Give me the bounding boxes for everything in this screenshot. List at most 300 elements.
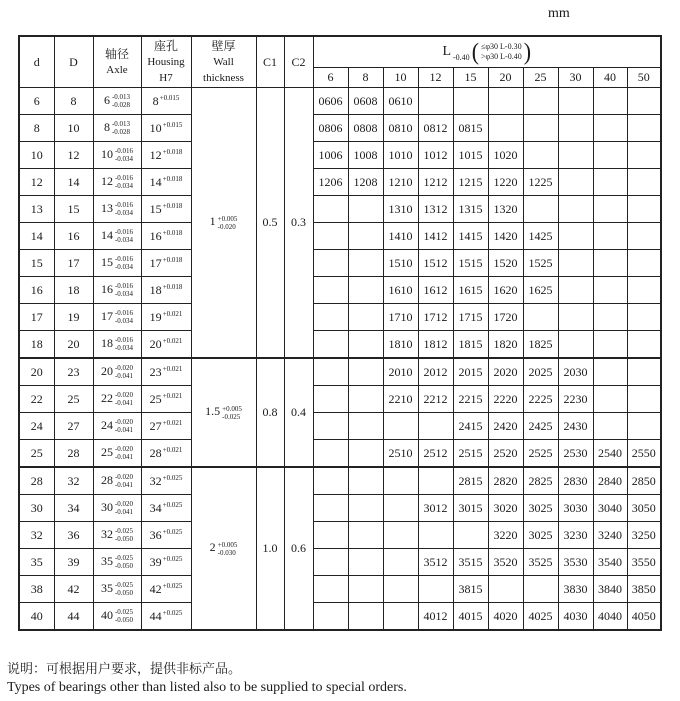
wall-label-zh: 壁厚 xyxy=(211,38,236,53)
cell-length-code xyxy=(313,386,348,413)
cell-length-code: 2540 xyxy=(593,440,627,468)
cell-length-code: 3515 xyxy=(453,549,488,576)
cell-length-code: 2015 xyxy=(453,358,488,386)
cell-length-code xyxy=(627,88,661,115)
cell-length-code: 1612 xyxy=(418,277,453,304)
table-row xyxy=(19,250,661,277)
cell-housing: 20+0.021 xyxy=(141,331,191,359)
cell-c1: 0.8 xyxy=(256,358,284,467)
cell-length-code: 3525 xyxy=(523,549,558,576)
cell-length-code: 3550 xyxy=(627,549,661,576)
cell-length-code xyxy=(523,88,558,115)
wall-label-en2: thickness xyxy=(203,71,244,84)
cell-housing: 42+0.025 xyxy=(141,576,191,603)
length-size: 50 xyxy=(627,68,661,88)
cell-length-code: 2420 xyxy=(488,413,523,440)
cell-length-code xyxy=(313,304,348,331)
cell-axle: 14 -0.016 -0.034 xyxy=(93,223,141,250)
cell-length-code xyxy=(593,358,627,386)
cell-d: 18 xyxy=(19,331,54,359)
cell-length-code: 1512 xyxy=(418,250,453,277)
col-header-wall xyxy=(191,36,256,88)
cell-length-code: 3830 xyxy=(558,576,593,603)
cell-length-code: 1615 xyxy=(453,277,488,304)
cell-d: 40 xyxy=(19,603,54,631)
cell-d: 12 xyxy=(19,169,54,196)
cell-length-code: 1812 xyxy=(418,331,453,359)
cell-length-code: 1825 xyxy=(523,331,558,359)
cell-length-code: 0812 xyxy=(418,115,453,142)
cell-D: 12 xyxy=(54,142,93,169)
cell-wall-thickness: 2 +0.005 -0.030 xyxy=(191,467,256,630)
table-row xyxy=(19,277,661,304)
cell-length-code xyxy=(383,467,418,495)
cell-length-code: 4050 xyxy=(627,603,661,631)
table-row xyxy=(19,304,661,331)
cell-housing: 8+0.015 xyxy=(141,88,191,115)
cell-length-code: 3520 xyxy=(488,549,523,576)
cell-length-code: 2030 xyxy=(558,358,593,386)
table-row xyxy=(19,603,661,631)
cell-length-code: 2840 xyxy=(593,467,627,495)
cell-axle: 35 -0.025 -0.050 xyxy=(93,576,141,603)
housing-grade: H7 xyxy=(159,71,173,84)
cell-length-code xyxy=(348,250,383,277)
cell-length-code xyxy=(593,223,627,250)
cell-length-code xyxy=(453,88,488,115)
cell-length-code: 1008 xyxy=(348,142,383,169)
cell-length-code xyxy=(418,576,453,603)
cell-length-code: 1210 xyxy=(383,169,418,196)
cell-length-code xyxy=(627,115,661,142)
cell-length-code: 2820 xyxy=(488,467,523,495)
cell-axle: 17 -0.016 -0.034 xyxy=(93,304,141,331)
cell-length-code: 4030 xyxy=(558,603,593,631)
cell-length-code xyxy=(523,115,558,142)
cell-d: 13 xyxy=(19,196,54,223)
cell-length-code xyxy=(418,522,453,549)
cell-length-code: 1206 xyxy=(313,169,348,196)
length-size: 15 xyxy=(453,68,488,88)
table-row xyxy=(19,196,661,223)
cell-length-code: 4020 xyxy=(488,603,523,631)
cell-length-code xyxy=(383,495,418,522)
cell-length-code: 1625 xyxy=(523,277,558,304)
cell-length-code xyxy=(627,331,661,359)
cell-length-code: 2550 xyxy=(627,440,661,468)
paren-open: ( xyxy=(471,37,480,66)
cell-length-code xyxy=(348,576,383,603)
cell-housing: 16+0.018 xyxy=(141,223,191,250)
cell-length-code: 2210 xyxy=(383,386,418,413)
cell-length-code xyxy=(593,413,627,440)
cell-length-code xyxy=(348,522,383,549)
cell-length-code xyxy=(558,169,593,196)
cell-length-code xyxy=(313,358,348,386)
cell-D: 19 xyxy=(54,304,93,331)
cell-length-code xyxy=(418,413,453,440)
cell-length-code: 3025 xyxy=(523,495,558,522)
cell-length-code: 1410 xyxy=(383,223,418,250)
cell-length-code xyxy=(418,88,453,115)
cell-length-code: 1415 xyxy=(453,223,488,250)
cell-length-code xyxy=(383,603,418,631)
cell-axle: 6 -0.013 -0.028 xyxy=(93,88,141,115)
cell-length-code xyxy=(593,331,627,359)
cell-length-code: 1320 xyxy=(488,196,523,223)
wall-label-en1: Wall xyxy=(213,55,234,68)
cell-length-code xyxy=(627,304,661,331)
axle-label-en: Axle xyxy=(106,63,128,76)
cell-length-code: 3025 xyxy=(523,522,558,549)
cell-length-code xyxy=(313,196,348,223)
cell-D: 25 xyxy=(54,386,93,413)
cell-length-code: 1520 xyxy=(488,250,523,277)
table-row xyxy=(19,142,661,169)
cell-length-code: 2510 xyxy=(383,440,418,468)
cell-length-code: 3030 xyxy=(558,495,593,522)
col-header-axle xyxy=(93,36,141,88)
housing-label-en: Housing xyxy=(147,55,185,68)
cell-length-code xyxy=(593,142,627,169)
length-cond-bottom: >φ30 L-0.40 xyxy=(481,52,522,61)
cell-axle: 32 -0.025 -0.050 xyxy=(93,522,141,549)
cell-length-code xyxy=(383,522,418,549)
cell-housing: 25+0.021 xyxy=(141,386,191,413)
paren-close: ) xyxy=(523,37,532,66)
cell-length-code xyxy=(558,304,593,331)
cell-length-code xyxy=(348,603,383,631)
length-symbol: L xyxy=(442,44,452,59)
cell-length-code xyxy=(348,495,383,522)
cell-axle: 22 -0.020 -0.041 xyxy=(93,386,141,413)
cell-length-code: 1715 xyxy=(453,304,488,331)
cell-length-code xyxy=(558,196,593,223)
cell-length-code: 1620 xyxy=(488,277,523,304)
cell-length-code: 3220 xyxy=(488,522,523,549)
cell-length-code xyxy=(348,304,383,331)
cell-length-code: 3050 xyxy=(627,495,661,522)
cell-axle: 20 -0.020 -0.041 xyxy=(93,358,141,386)
cell-axle: 28 -0.020 -0.041 xyxy=(93,467,141,495)
cell-length-code: 4012 xyxy=(418,603,453,631)
cell-length-code xyxy=(627,386,661,413)
cell-length-code xyxy=(593,88,627,115)
cell-length-code: 4015 xyxy=(453,603,488,631)
table-body xyxy=(19,88,661,631)
cell-length-code: 2215 xyxy=(453,386,488,413)
bearing-dimension-table xyxy=(18,35,662,631)
cell-housing: 15+0.018 xyxy=(141,196,191,223)
length-size: 6 xyxy=(313,68,348,88)
cell-housing: 34+0.025 xyxy=(141,495,191,522)
cell-c1: 1.0 xyxy=(256,467,284,630)
cell-D: 34 xyxy=(54,495,93,522)
cell-d: 38 xyxy=(19,576,54,603)
cell-length-code xyxy=(348,196,383,223)
cell-housing: 10+0.015 xyxy=(141,115,191,142)
cell-length-code: 1215 xyxy=(453,169,488,196)
cell-length-code xyxy=(523,304,558,331)
cell-D: 14 xyxy=(54,169,93,196)
cell-D: 27 xyxy=(54,413,93,440)
cell-length-code xyxy=(488,88,523,115)
cell-D: 8 xyxy=(54,88,93,115)
cell-c2: 0.6 xyxy=(284,467,313,630)
cell-length-code: 3512 xyxy=(418,549,453,576)
cell-length-code xyxy=(627,223,661,250)
cell-D: 18 xyxy=(54,277,93,304)
cell-length-code xyxy=(593,196,627,223)
cell-length-code: 0806 xyxy=(313,115,348,142)
cell-length-code xyxy=(348,277,383,304)
cell-length-code: 2025 xyxy=(523,358,558,386)
table-header xyxy=(19,36,661,88)
cell-length-code: 2850 xyxy=(627,467,661,495)
cell-length-code: 1810 xyxy=(383,331,418,359)
cell-length-code xyxy=(348,331,383,359)
cell-d: 6 xyxy=(19,88,54,115)
table-row xyxy=(19,88,661,115)
unit-label: mm xyxy=(548,6,570,21)
cell-length-code xyxy=(383,549,418,576)
length-size: 25 xyxy=(523,68,558,88)
cell-axle: 24 -0.020 -0.041 xyxy=(93,413,141,440)
cell-length-code: 2520 xyxy=(488,440,523,468)
cell-length-code xyxy=(558,115,593,142)
col-header-D: D xyxy=(54,36,93,88)
cell-d: 32 xyxy=(19,522,54,549)
table-row xyxy=(19,358,661,386)
cell-length-code xyxy=(593,250,627,277)
cell-length-code: 4025 xyxy=(523,603,558,631)
cell-length-code: 2530 xyxy=(558,440,593,468)
cell-length-code xyxy=(593,115,627,142)
cell-length-code xyxy=(348,440,383,468)
cell-length-code: 2512 xyxy=(418,440,453,468)
cell-d: 16 xyxy=(19,277,54,304)
cell-length-code: 2425 xyxy=(523,413,558,440)
cell-length-code xyxy=(593,304,627,331)
cell-length-code xyxy=(418,467,453,495)
cell-length-code: 3850 xyxy=(627,576,661,603)
cell-length-code: 1815 xyxy=(453,331,488,359)
cell-length-code: 2012 xyxy=(418,358,453,386)
cell-length-code: 3012 xyxy=(418,495,453,522)
cell-housing: 28+0.021 xyxy=(141,440,191,468)
cell-length-code: 0810 xyxy=(383,115,418,142)
cell-length-code: 3020 xyxy=(488,495,523,522)
cell-length-code: 3540 xyxy=(593,549,627,576)
cell-length-code xyxy=(627,169,661,196)
cell-length-code xyxy=(453,522,488,549)
table-row xyxy=(19,413,661,440)
cell-length-code: 3815 xyxy=(453,576,488,603)
cell-axle: 30 -0.020 -0.041 xyxy=(93,495,141,522)
cell-d: 24 xyxy=(19,413,54,440)
cell-housing: 36+0.025 xyxy=(141,522,191,549)
cell-length-code: 1425 xyxy=(523,223,558,250)
cell-d: 22 xyxy=(19,386,54,413)
cell-length-code xyxy=(523,196,558,223)
cell-length-code xyxy=(558,250,593,277)
cell-length-code xyxy=(523,142,558,169)
cell-d: 17 xyxy=(19,304,54,331)
cell-length-code: 2430 xyxy=(558,413,593,440)
cell-length-code: 2830 xyxy=(558,467,593,495)
cell-housing: 44+0.025 xyxy=(141,603,191,631)
cell-d: 35 xyxy=(19,549,54,576)
footnotes xyxy=(7,658,667,696)
cell-length-code: 2415 xyxy=(453,413,488,440)
cell-wall-thickness: 1.5 +0.005 -0.025 xyxy=(191,358,256,467)
cell-length-code xyxy=(558,223,593,250)
cell-length-code: 2525 xyxy=(523,440,558,468)
col-header-housing xyxy=(141,36,191,88)
cell-length-code: 0608 xyxy=(348,88,383,115)
table-row xyxy=(19,169,661,196)
cell-length-code: 1510 xyxy=(383,250,418,277)
cell-d: 25 xyxy=(19,440,54,468)
cell-housing: 32+0.025 xyxy=(141,467,191,495)
cell-d: 10 xyxy=(19,142,54,169)
cell-length-code: 1315 xyxy=(453,196,488,223)
cell-length-code xyxy=(313,603,348,631)
cell-D: 32 xyxy=(54,467,93,495)
cell-length-code: 1515 xyxy=(453,250,488,277)
cell-housing: 27+0.021 xyxy=(141,413,191,440)
table-row xyxy=(19,440,661,468)
length-size: 8 xyxy=(348,68,383,88)
cell-length-code: 1225 xyxy=(523,169,558,196)
cell-length-code: 2815 xyxy=(453,467,488,495)
cell-c1: 0.5 xyxy=(256,88,284,359)
cell-housing: 17+0.018 xyxy=(141,250,191,277)
cell-length-code: 3015 xyxy=(453,495,488,522)
cell-length-code: 1712 xyxy=(418,304,453,331)
cell-length-code: 3240 xyxy=(593,522,627,549)
cell-length-code: 1710 xyxy=(383,304,418,331)
cell-length-code xyxy=(558,142,593,169)
length-size: 30 xyxy=(558,68,593,88)
cell-length-code: 1012 xyxy=(418,142,453,169)
table-row xyxy=(19,223,661,250)
cell-length-code: 0610 xyxy=(383,88,418,115)
cell-d: 28 xyxy=(19,467,54,495)
table-row xyxy=(19,386,661,413)
cell-length-code xyxy=(627,277,661,304)
cell-length-code: 0808 xyxy=(348,115,383,142)
cell-axle: 16 -0.016 -0.034 xyxy=(93,277,141,304)
cell-length-code: 0815 xyxy=(453,115,488,142)
cell-length-code xyxy=(348,413,383,440)
cell-D: 20 xyxy=(54,331,93,359)
cell-D: 15 xyxy=(54,196,93,223)
table-row xyxy=(19,495,661,522)
col-header-length xyxy=(313,36,661,68)
axle-label-zh: 轴径 xyxy=(104,46,129,61)
table-row xyxy=(19,115,661,142)
cell-length-code xyxy=(627,250,661,277)
cell-length-code: 1208 xyxy=(348,169,383,196)
cell-D: 10 xyxy=(54,115,93,142)
cell-length-code: 3040 xyxy=(593,495,627,522)
note-chinese: 说明：可根据用户要求，提供非标产品。 xyxy=(7,661,242,676)
cell-length-code xyxy=(313,277,348,304)
cell-length-code xyxy=(593,386,627,413)
cell-length-code xyxy=(348,549,383,576)
length-size: 12 xyxy=(418,68,453,88)
cell-length-code: 2212 xyxy=(418,386,453,413)
cell-c2: 0.3 xyxy=(284,88,313,359)
cell-housing: 23+0.021 xyxy=(141,358,191,386)
cell-D: 16 xyxy=(54,223,93,250)
cell-axle: 18 -0.016 -0.034 xyxy=(93,331,141,359)
cell-length-code xyxy=(313,549,348,576)
cell-axle: 8 -0.013 -0.028 xyxy=(93,115,141,142)
cell-housing: 12+0.018 xyxy=(141,142,191,169)
table-row xyxy=(19,549,661,576)
cell-housing: 39+0.025 xyxy=(141,549,191,576)
table-row xyxy=(19,522,661,549)
cell-length-code: 1610 xyxy=(383,277,418,304)
table-row xyxy=(19,576,661,603)
cell-D: 28 xyxy=(54,440,93,468)
cell-length-code: 1310 xyxy=(383,196,418,223)
cell-c2: 0.4 xyxy=(284,358,313,467)
cell-length-code: 1212 xyxy=(418,169,453,196)
cell-length-code xyxy=(627,413,661,440)
cell-length-code xyxy=(383,576,418,603)
cell-length-code xyxy=(593,169,627,196)
length-size: 10 xyxy=(383,68,418,88)
table-row xyxy=(19,467,661,495)
length-size: 40 xyxy=(593,68,627,88)
cell-length-code xyxy=(348,358,383,386)
length-size: 20 xyxy=(488,68,523,88)
cell-D: 36 xyxy=(54,522,93,549)
cell-length-code xyxy=(313,495,348,522)
cell-d: 30 xyxy=(19,495,54,522)
cell-length-code xyxy=(313,467,348,495)
col-header-c2: C2 xyxy=(284,36,313,88)
cell-length-code: 1720 xyxy=(488,304,523,331)
cell-length-code: 2230 xyxy=(558,386,593,413)
cell-length-code: 2020 xyxy=(488,358,523,386)
length-tolerance: -0.40 xyxy=(453,52,470,62)
cell-length-code: 3250 xyxy=(627,522,661,549)
cell-D: 39 xyxy=(54,549,93,576)
cell-length-code xyxy=(488,115,523,142)
cell-length-code xyxy=(348,386,383,413)
cell-housing: 19+0.021 xyxy=(141,304,191,331)
cell-length-code: 2225 xyxy=(523,386,558,413)
cell-axle: 10 -0.016 -0.034 xyxy=(93,142,141,169)
cell-D: 17 xyxy=(54,250,93,277)
cell-d: 8 xyxy=(19,115,54,142)
cell-axle: 13 -0.016 -0.034 xyxy=(93,196,141,223)
cell-length-code: 0606 xyxy=(313,88,348,115)
cell-length-code xyxy=(627,196,661,223)
cell-length-code: 2825 xyxy=(523,467,558,495)
cell-length-code: 2220 xyxy=(488,386,523,413)
cell-axle: 12 -0.016 -0.034 xyxy=(93,169,141,196)
cell-length-code xyxy=(593,277,627,304)
cell-length-code xyxy=(488,576,523,603)
col-header-d: d xyxy=(19,36,54,88)
cell-length-code xyxy=(348,223,383,250)
cell-length-code: 1525 xyxy=(523,250,558,277)
